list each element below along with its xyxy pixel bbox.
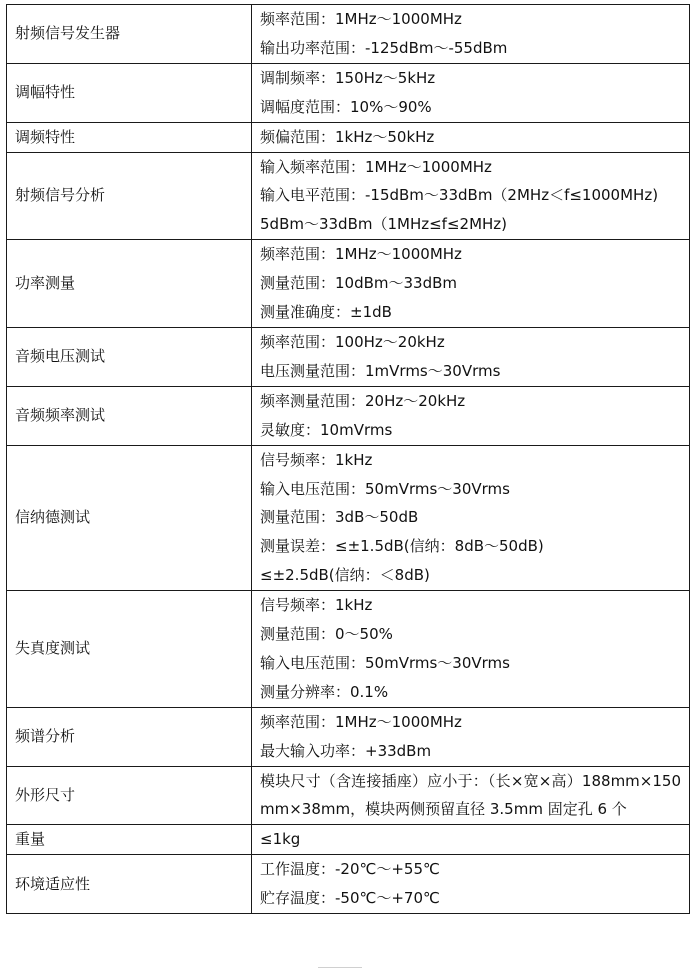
spec-table [6, 4, 690, 914]
spec-name-cell [7, 152, 252, 240]
spec-name-cell [7, 766, 252, 825]
spec-value-cell [252, 240, 690, 328]
spec-value-cell [252, 591, 690, 708]
spec-value-line: 电压测量范围：1mVrms～30Vrms [260, 361, 501, 380]
spec-name-cell [7, 386, 252, 445]
spec-name: 频谱分析 [15, 727, 76, 746]
page-edge-mark [318, 967, 362, 968]
spec-value-line: 输出功率范围：-125dBm～-55dBm [260, 38, 508, 57]
spec-value-line: 调制频率：150Hz～5kHz [260, 68, 436, 87]
spec-name: 射频信号分析 [15, 186, 106, 205]
table-row [7, 766, 690, 825]
spec-value-cell [252, 327, 690, 386]
spec-name: 信纳德测试 [15, 508, 91, 527]
spec-name: 功率测量 [15, 274, 76, 293]
spec-value-line: 频率范围：1MHz～1000MHz [260, 10, 462, 28]
spec-value-line: 最大输入功率：+33dBm [260, 741, 432, 760]
spec-value-line: 测量误差：≤±1.5dB(信纳：8dB～50dB) [260, 537, 544, 556]
spec-value-line: 测量范围：0～50% [260, 625, 393, 644]
spec-value-line: 信号频率：1kHz [260, 596, 373, 615]
spec-value-cell [252, 386, 690, 445]
spec-value-line: 频率范围：1MHz～1000MHz [260, 712, 462, 731]
spec-value-cell [252, 152, 690, 240]
spec-name: 调频特性 [15, 127, 76, 146]
spec-name-cell [7, 445, 252, 591]
spec-value-line: 灵敏度：10mVrms [260, 420, 393, 439]
spec-value-line: 调幅度范围：10%～90% [260, 97, 432, 116]
table-row [7, 327, 690, 386]
spec-value-cell [252, 855, 690, 914]
spec-value-cell [252, 707, 690, 766]
spec-name: 失真度测试 [15, 639, 91, 658]
table-row [7, 386, 690, 445]
spec-value-line: ≤1kg [260, 830, 301, 849]
table-row [7, 152, 690, 240]
spec-value-line: 测量范围：10dBm～33dBm [260, 274, 458, 293]
spec-value-line: 测量范围：3dB～50dB [260, 508, 419, 527]
spec-value-cell [252, 122, 690, 152]
table-row [7, 591, 690, 708]
table-row [7, 240, 690, 328]
spec-value-line: 工作温度：-20℃～+55℃ [260, 860, 440, 879]
spec-name-cell [7, 327, 252, 386]
table-row [7, 445, 690, 591]
spec-name: 重量 [15, 830, 46, 849]
spec-value-line: ≤±2.5dB(信纳：＜8dB) [260, 566, 430, 585]
spec-name-cell [7, 63, 252, 122]
table-row [7, 5, 690, 64]
table-row [7, 855, 690, 914]
spec-name-cell [7, 855, 252, 914]
spec-name-cell [7, 591, 252, 708]
spec-value-line: 输入电平范围：-15dBm～33dBm（2MHz＜f≤1000MHz) [260, 186, 659, 205]
spec-name-cell [7, 825, 252, 855]
spec-value-line: 频率测量范围：20Hz～20kHz [260, 391, 466, 410]
spec-value-line: 频率范围：1MHz～1000MHz [260, 245, 462, 264]
spec-value-line: 贮存温度：-50℃～+70℃ [260, 889, 440, 908]
spec-table-body [7, 5, 690, 914]
spec-name: 环境适应性 [15, 874, 91, 893]
spec-name-cell [7, 707, 252, 766]
spec-name: 射频信号发生器 [15, 24, 121, 43]
table-row [7, 825, 690, 855]
spec-value-line: 频偏范围：1kHz～50kHz [260, 127, 435, 146]
spec-value-line: 输入电压范围：50mVrms～30Vrms [260, 653, 510, 672]
spec-name: 音频频率测试 [15, 406, 106, 425]
spec-value-line: 模块尺寸（含连接插座）应小于：（长×宽×高）188mm×150mm×38mm，模块两侧预留直径 3.5mm 固定孔 6 个 [260, 771, 681, 819]
table-row [7, 63, 690, 122]
spec-value-line: 输入频率范围：1MHz～1000MHz [260, 157, 492, 176]
spec-name: 外形尺寸 [15, 786, 76, 805]
spec-value-cell [252, 766, 690, 825]
spec-name: 调幅特性 [15, 83, 76, 102]
spec-value-line: 信号频率：1kHz [260, 450, 373, 469]
table-row [7, 707, 690, 766]
spec-value-cell [252, 825, 690, 855]
spec-name-cell [7, 240, 252, 328]
spec-value-cell [252, 445, 690, 591]
spec-name-cell [7, 122, 252, 152]
spec-name-cell [7, 5, 252, 64]
spec-value-line: 5dBm～33dBm（1MHz≤f≤2MHz) [260, 215, 508, 234]
spec-value-cell [252, 5, 690, 64]
spec-value-cell [252, 63, 690, 122]
table-row [7, 122, 690, 152]
spec-name: 音频电压测试 [15, 347, 106, 366]
spec-value-line: 频率范围：100Hz～20kHz [260, 332, 445, 351]
spec-value-line: 测量分辨率：0.1% [260, 682, 389, 701]
spec-value-line: 测量准确度：±1dB [260, 303, 392, 322]
spec-value-line: 输入电压范围：50mVrms～30Vrms [260, 479, 510, 498]
